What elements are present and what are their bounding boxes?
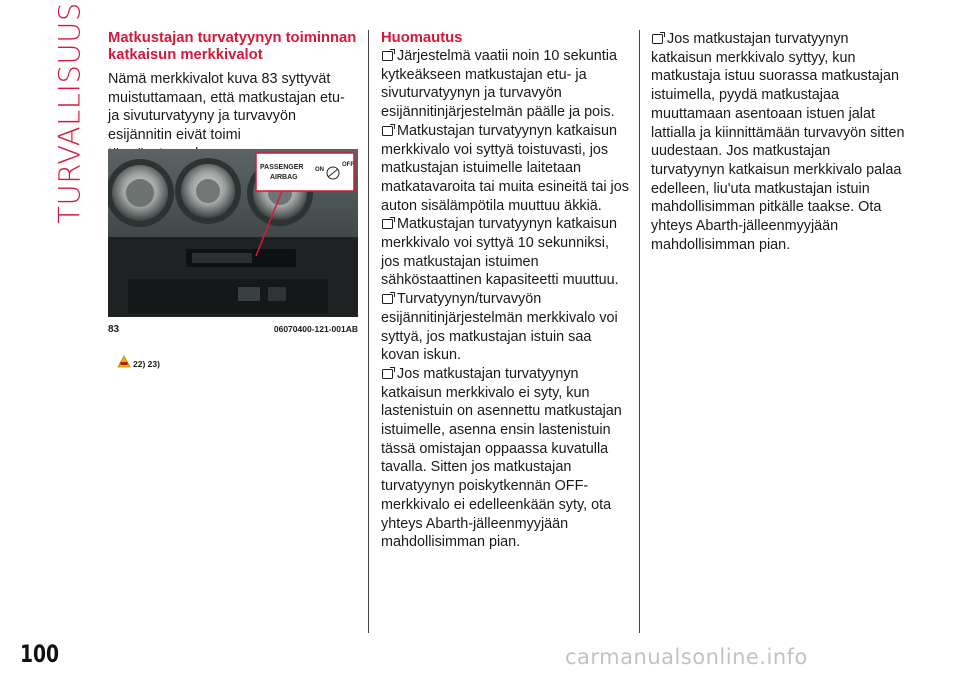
checkbox-bullet-icon	[652, 34, 663, 44]
note-text: Matkustajan turvatyynyn katkaisun merkkivalo voi syttyä 10 sekunniksi, jos matkustajan istuimen sähköstaattinen kapasiteetti muuttuu.	[381, 216, 619, 289]
note-text: Järjestelmä vaatii noin 10 sekuntia kytkeäkseen matkustajan etu- ja sivuturvatyynyn ja turvavyön esijännitinjärjestelmän päälle ja pois.	[381, 48, 617, 121]
column-right	[651, 30, 906, 254]
checkbox-bullet-icon	[382, 51, 393, 61]
checkbox-bullet-icon	[382, 126, 393, 136]
column-left	[108, 30, 358, 164]
note-item	[381, 47, 631, 122]
note-item	[381, 290, 631, 365]
warning-icon	[117, 355, 131, 368]
checkbox-bullet-icon	[382, 369, 393, 379]
column-middle	[381, 30, 631, 552]
callout-airbag: AIRBAG	[270, 174, 298, 181]
note-item	[381, 215, 631, 290]
column-divider	[639, 30, 640, 633]
figure-number: 83	[108, 324, 120, 335]
column-divider	[368, 30, 369, 633]
note-text: Jos matkustajan turvatyynyn katkaisun merkkivalo ei syty, kun lastenistuin on asennettu matkustajan istuimelle, asenna ensin lastenistuin tässä omistajan oppaassa kuvatulla tavalla. Sitten jos matkustajan turvatyynyn poiskytkennän OFF-merkkivalo ei edelleenkään syty, ota yhteys Abarth-jälleenmyyjään mahdollisimman pian.	[381, 365, 622, 551]
section-tab	[40, 2, 100, 224]
note-text: Turvatyynyn/turvavyön esijännitinjärjestelmän merkkivalo voi syttyä, jos matkustajan istuin saa kovan iskun.	[381, 291, 618, 364]
note-text: Jos matkustajan turvatyynyn katkaisun merkkivalo syttyy, kun matkustaja istuu suorassa matkustajan istuimella, pyydä matkustajaa muuttamaan asentoaan istuen jalat lattialla ja kiinnittämään turvavyön sitten uudestaan. Jos matkustajan turvatyynyn katkaisun merkkivalo palaa edelleen, liu'uta matkustajan istuin mahdollisimman pitkälle taakse. Ota yhteys Abarth-jälleenmyyjään mahdollisimman pian.	[651, 31, 905, 253]
note-text: Matkustajan turvatyynyn katkaisun merkkivalo voi syttyä toistuvasti, jos matkustajan istuimelle laitetaan matkatavaroita tai muita esineitä tai jos auton sisälämpötila muuttuu äkkiä.	[381, 122, 629, 214]
checkbox-bullet-icon	[382, 219, 393, 229]
callout-off: OFF	[342, 162, 354, 168]
figure-code: 06070400-121-001AB	[273, 324, 358, 334]
watermark-link[interactable]: carmanualsonline.info	[565, 645, 808, 669]
dashboard-photo	[108, 149, 358, 317]
note-heading: Huomautus	[381, 30, 463, 46]
note-item	[651, 30, 906, 254]
callout-on: ON	[315, 167, 324, 173]
warning-refs-text: 22) 23)	[133, 359, 160, 369]
figure-caption	[108, 324, 358, 338]
note-item	[381, 365, 631, 552]
callout-passenger: PASSENGER	[260, 164, 304, 171]
section-tab-label: TURVALLISUUS	[53, 2, 87, 224]
intro-paragraph: Nämä merkkivalot kuva 83 syttyvät muistuttamaan, että matkustajan etu- ja sivuturvatyyny ja turvavyön esijännitin eivät toimi	[108, 71, 345, 144]
section-heading: Matkustajan turvatyynyn toiminnan katkaisun merkkivalot	[108, 30, 357, 63]
checkbox-bullet-icon	[382, 294, 393, 304]
note-item	[381, 122, 631, 216]
page-number: 100	[20, 640, 60, 668]
